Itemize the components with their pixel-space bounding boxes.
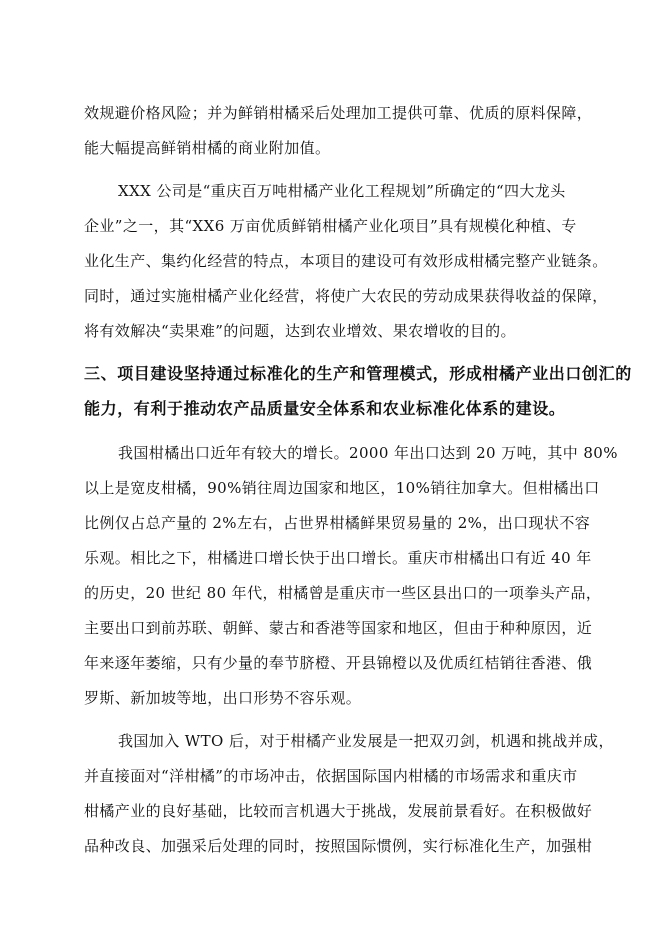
paragraph-start-line: 我国柑橘出口近年有较大的增长。2000 年出口达到 20 万吨，其中 80% xyxy=(118,444,618,462)
text-line: 能大幅提高鲜销柑橘的商业附加值。 xyxy=(84,139,331,157)
paragraph-start-line: XXX 公司是“重庆百万吨柑橘产业化工程规划”所确定的“四大龙头 xyxy=(118,182,566,200)
text-line: 比例仅占总产量的 2%左右，占世界柑橘鲜果贸易量的 2%，出口现状不容 xyxy=(84,514,591,532)
text-line: 以上是宽皮柑橘，90%销往周边国家和地区，10%销往加拿大。但柑橘出口 xyxy=(84,479,600,497)
text-line: 企业”之一，其“XX6 万亩优质鲜销柑橘产业化项目”具有规模化种植、专 xyxy=(84,217,577,235)
text-line: 乐观。相比之下，柑橘进口增长快于出口增长。重庆市柑橘出口有近 40 年 xyxy=(84,549,592,567)
text-line: 品种改良、加强采后处理的同时，按照国际惯例，实行标准化生产，加强柑 xyxy=(84,837,593,855)
text-line: 同时，通过实施柑橘产业化经营，将使广大农民的劳动成果获得收益的保障， xyxy=(84,287,608,305)
text-line: 的历史，20 世纪 80 年代，柑橘曾是重庆市一些区县出口的一项拳头产品， xyxy=(84,584,602,602)
text-line: 柑橘产业的良好基础，比较而言机遇大于挑战，发展前景看好。在积极做好 xyxy=(84,802,593,820)
text-line: 主要出口到前苏联、朝鲜、蒙古和香港等国家和地区，但由于种种原因，近 xyxy=(84,619,593,637)
paragraph-start-line: 我国加入 WTO 后，对于柑橘产业发展是一把双刃剑，机遇和挑战并成， xyxy=(118,732,614,750)
text-line: 业化生产、集约化经营的特点，本项目的建设可有效形成柑橘完整产业链条。 xyxy=(84,252,608,270)
text-line: 将有效解决“卖果难”的问题，达到农业增效、果农增收的目的。 xyxy=(84,322,516,340)
section-heading-line: 能力，有利于推动农产品质量安全体系和农业标准化体系的建设。 xyxy=(84,399,566,418)
text-line: 年来逐年萎缩，只有少量的奉节脐橙、开县锦橙以及优质红桔销往香港、俄 xyxy=(84,654,593,672)
text-line: 效规避价格风险；并为鲜销柑橘采后处理加工提供可靠、优质的原料保障， xyxy=(84,104,593,122)
text-line: 并直接面对“洋柑橘”的市场冲击，依据国际国内柑橘的市场需求和重庆市 xyxy=(84,767,578,785)
text-line: 罗斯、新加坡等地，出口形势不容乐观。 xyxy=(84,689,362,707)
section-heading-line: 三、项目建设坚持通过标准化的生产和管理模式，形成柑橘产业出口创汇的 xyxy=(84,364,632,383)
